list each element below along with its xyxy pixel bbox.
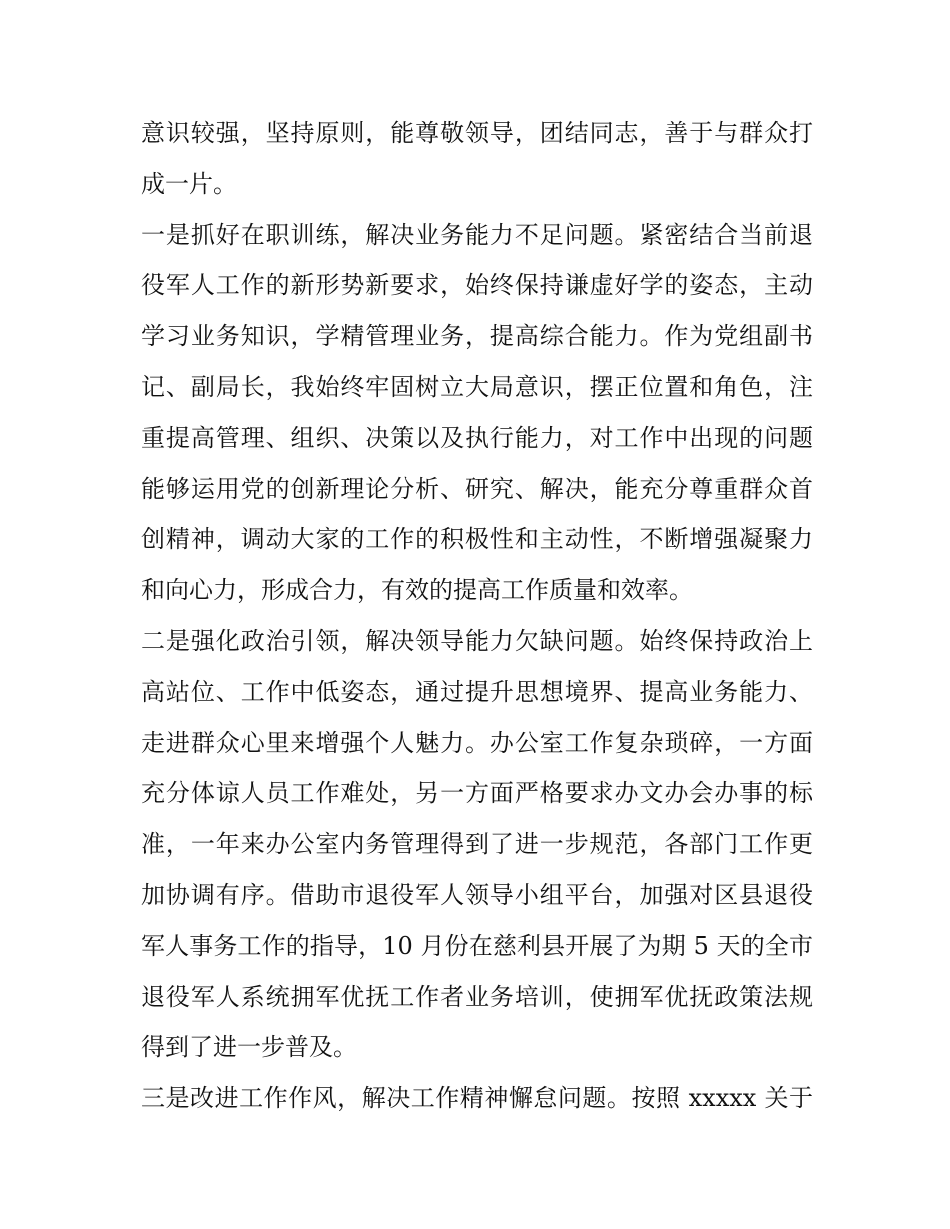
text-line: 意识较强，坚持原则，能尊敬领导，团结同志，善于与群众打 [141,119,813,147]
text-line: 重提高管理、组织、决策以及执行能力，对工作中出现的问题 [141,423,813,452]
text-line: 一是抓好在职训练，解决业务能力不足问题。紧密结合当前退 [141,220,813,249]
text-line: 能够运用党的创新理论分析、研究、解决，能充分尊重群众首 [141,474,813,503]
text-line: 充分体谅人员工作难处，另一方面严格要求办文办会办事的标 [141,779,813,808]
text-line: 和向心力，形成合力，有效的提高工作质量和效率。 [141,576,693,605]
text-line: 退役军人系统拥军优抚工作者业务培训，使拥军优抚政策法规 [141,982,813,1011]
text-line: 役军人工作的新形势新要求，始终保持谦虚好学的姿态，主动 [141,271,813,300]
text-line: 军人事务工作的指导，10 月份在慈利县开展了为期 5 天的全市 [141,931,813,960]
text-line: 三是改进工作作风，解决工作精神懈怠问题。按照 xxxxx 关于 [141,1084,813,1113]
text-line: 准，一年来办公室内务管理得到了进一步规范，各部门工作更 [141,830,813,859]
text-line: 走进群众心里来增强个人魅力。办公室工作复杂琐碎，一方面 [141,728,813,757]
text-line: 二是强化政治引领，解决领导能力欠缺问题。始终保持政治上 [141,626,813,655]
text-line: 创精神，调动大家的工作的积极性和主动性，不断增强凝聚力 [141,525,813,554]
text-line: 高站位、工作中低姿态，通过提升思想境界、提高业务能力、 [141,677,813,706]
text-line: 加协调有序。借助市退役军人领导小组平台，加强对区县退役 [141,880,813,909]
text-line: 得到了进一步普及。 [141,1033,357,1062]
body-text [141,108,813,1124]
text-line: 成一片。 [141,169,237,198]
text-line: 记、副局长，我始终牢固树立大局意识，摆正位置和角色，注 [141,372,813,401]
text-line: 学习业务知识，学精管理业务，提高综合能力。作为党组副书 [141,322,813,351]
